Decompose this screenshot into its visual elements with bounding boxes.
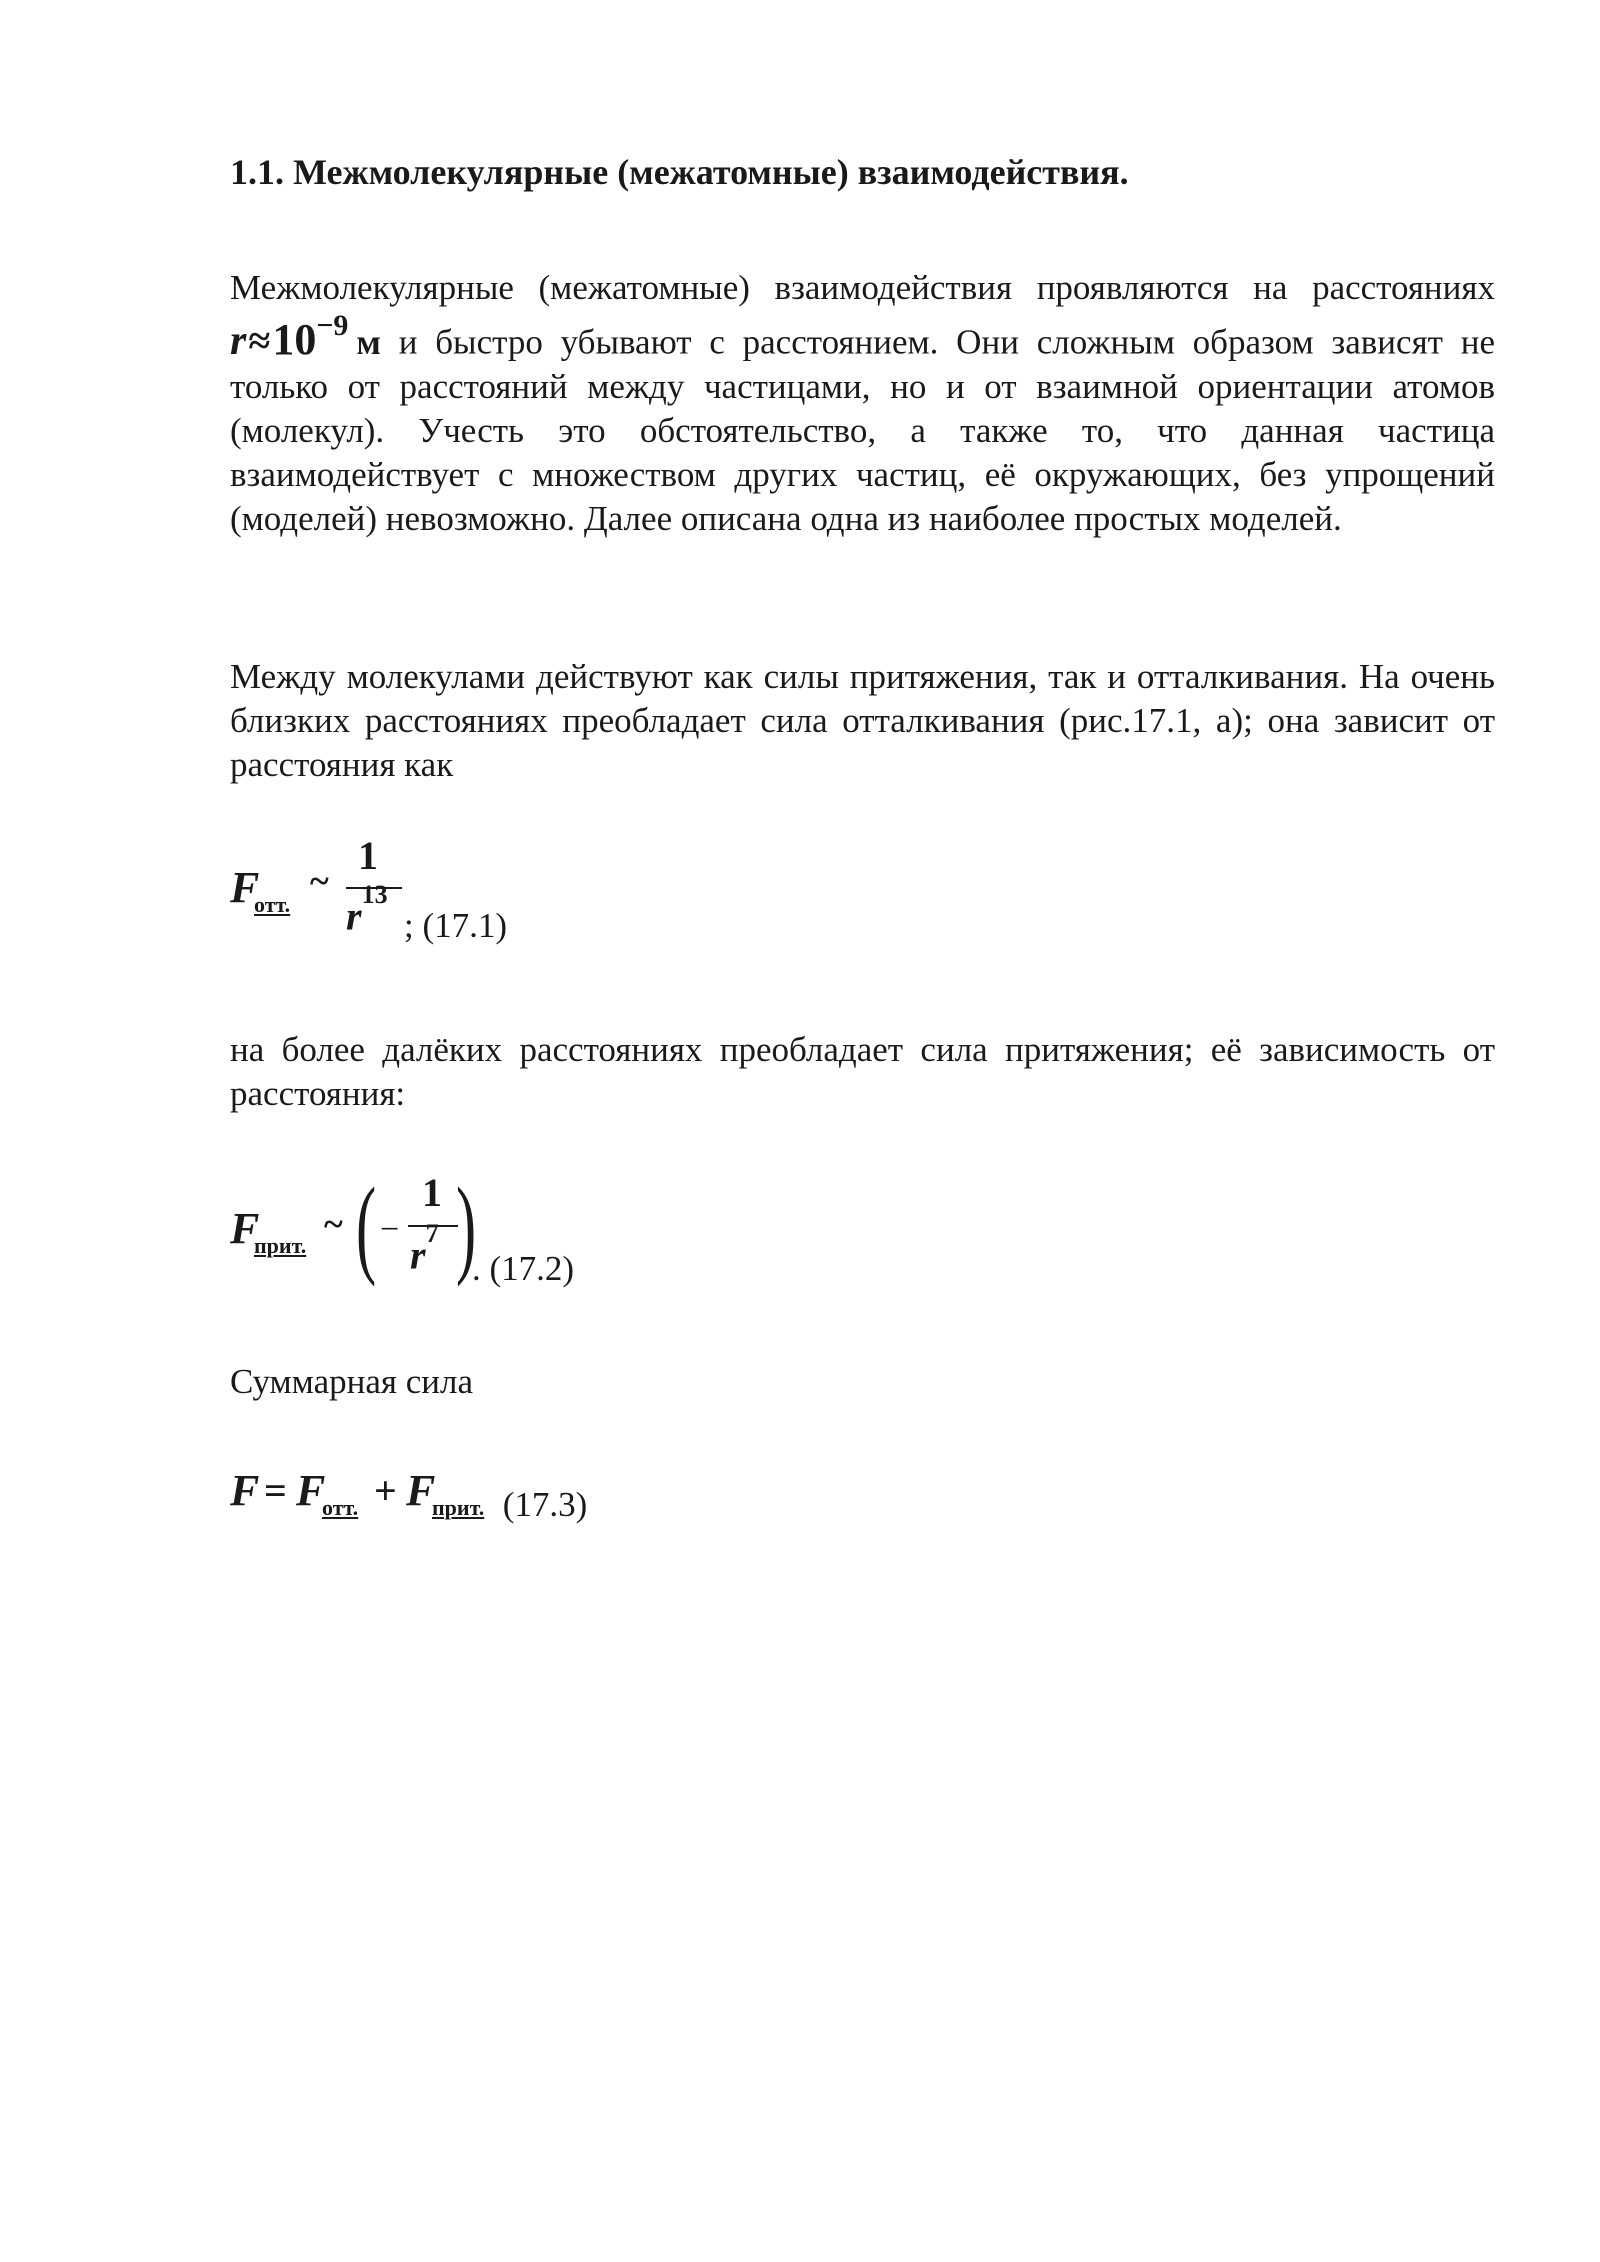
formula-relation: ≈ [248,317,271,363]
force-symbol: F [230,1466,260,1515]
formula-unit: м [356,321,381,362]
paragraph-forces: Между молекулами действуют как силы притяжения, так и отталкивания. На очень близких расстояниях преобладает сила отталкивания (рис.17.1, а); она зависит от расстояния как [230,657,1495,784]
denominator-variable: r [410,1232,426,1278]
left-parenthesis: ( [356,1165,377,1287]
formula-number: 10 [272,314,317,364]
equation-label: . (17.2) [472,1249,575,1288]
fraction-denominator [410,1219,439,1278]
force-subscript: прит. [254,1233,307,1258]
minus-sign: − [380,1211,400,1248]
fraction-numerator: 1 [422,1170,442,1215]
inline-formula-distance [230,309,381,364]
equation-label: ; (17.1) [404,906,508,945]
plus-sign: + [374,1468,397,1513]
force-repulsion-subscript: отт. [322,1495,359,1520]
paragraph-attraction: на более далёких расстояниях преобладает сила притяжения; её зависимость от расстояния: [230,1030,1495,1113]
force-symbol: F [230,1204,260,1253]
force-symbol: F [230,863,260,912]
force-repulsion-symbol: F [296,1466,326,1515]
equation-label: (17.3) [494,1485,588,1524]
proportional-symbol: ~ [310,861,329,901]
proportional-symbol: ~ [324,1204,343,1244]
section-heading: 1.1. Межмолекулярные (межатомные) взаимодействия. [230,152,1129,192]
paragraph-interactions [230,266,1495,541]
force-attraction-subscript: прит. [432,1495,485,1520]
document-page [230,0,1495,2262]
fraction-numerator: 1 [358,833,378,878]
denominator-exponent: 7 [425,1219,439,1248]
formula-exponent: −9 [316,309,349,342]
paragraph-text-before: Межмолекулярные (межатомные) взаимодействия проявляются на расстояниях [230,268,1495,307]
force-subscript: отт. [254,892,291,917]
paragraph-text-after: и быстро убывают с расстоянием. Они сложным образом зависят не только от расстояний между частицами, но и от взаимной ориентации атомов (молекул). Учесть это обстоятельство, а также то, что данная частица взаимодействует с множеством других частиц, её окружающих, без упрощений (моделей) невозможно. Далее описана одна из наиболее простых моделей. [230,322,1496,538]
denominator-variable: r [346,893,362,939]
right-parenthesis: ) [456,1165,477,1287]
paragraph-total-force: Суммарная сила [230,1362,473,1401]
denominator-exponent: 13 [361,880,388,909]
fraction-denominator [346,880,388,939]
equals-sign: = [264,1468,287,1513]
force-attraction-symbol: F [406,1466,436,1515]
formula-variable: r [230,317,247,364]
